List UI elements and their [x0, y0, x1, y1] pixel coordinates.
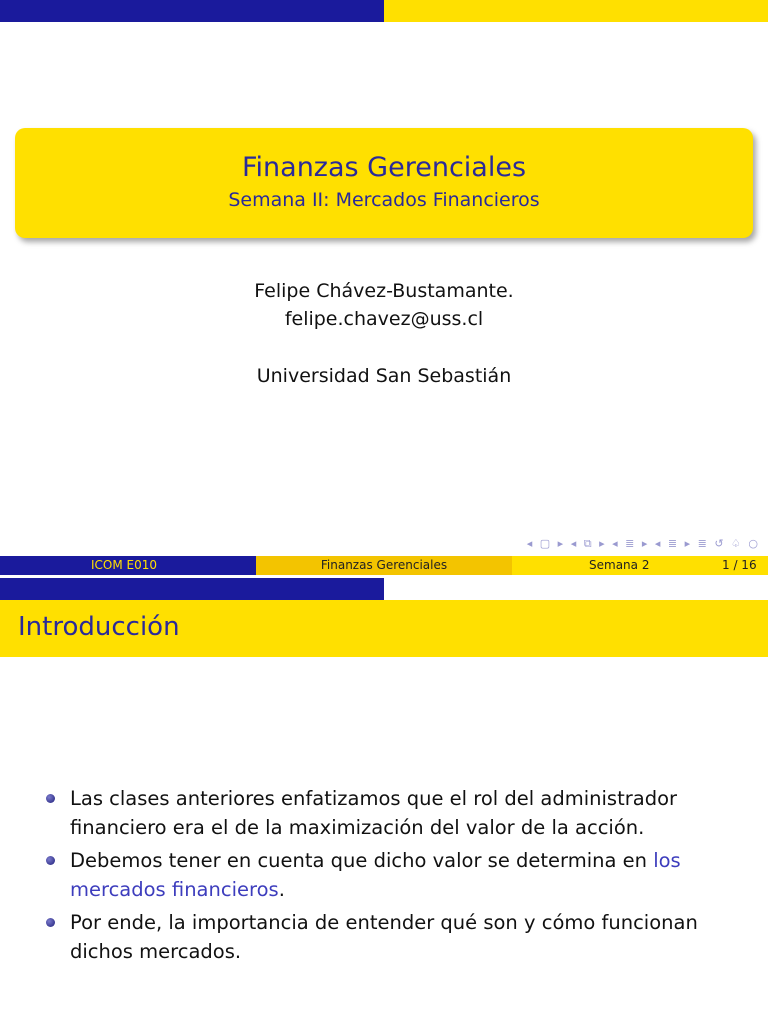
bullet-list [46, 784, 756, 970]
financial-markets-link[interactable]: los mercados financieros [70, 849, 681, 901]
presentation-subtitle: Semana II: Mercados Financieros [228, 189, 540, 211]
nav-subsection-icon[interactable]: ◂ ⧉ ▸ [570, 537, 607, 550]
intro-slide [0, 578, 768, 1024]
institution: Universidad San Sebastián [256, 365, 512, 387]
author-name: Felipe Chávez-Bustamante. [254, 280, 514, 302]
list-item: Debemos tener en cuenta que dicho valor se determina en los mercados financieros. [46, 846, 756, 904]
bullet-icon [46, 794, 55, 803]
beamer-navigation[interactable] [527, 537, 760, 551]
bullet-icon [46, 856, 55, 865]
top-bar-navy [0, 578, 384, 600]
list-item: Por ende, la importancia de entender qué son y cómo funcionan dichos mercados. [46, 908, 756, 966]
top-bar-yellow [384, 0, 768, 22]
nav-frame-icon[interactable]: ◂ ▢ ▸ [526, 537, 566, 550]
slide-footer [0, 556, 768, 575]
footer-week-page [512, 556, 768, 575]
title-box [15, 128, 753, 238]
footer-week: Semana 2 [589, 558, 650, 572]
nav-section-icon[interactable]: ◂ ≣ ▸ [612, 537, 650, 550]
nav-search-icon[interactable]: ↺ ♤ ○ [714, 537, 760, 550]
author-email: felipe.chavez@uss.cl [284, 308, 484, 330]
top-bar-navy [0, 0, 384, 22]
frame-title-bar [0, 600, 768, 657]
list-item: Las clases anteriores enfatizamos que el rol del administrador financiero era el de la maximización del valor de la acción. [46, 784, 756, 842]
footer-course: ICOM E010 [0, 556, 256, 575]
frame-title: Introducción [18, 612, 180, 642]
presentation-title: Finanzas Gerenciales [241, 152, 527, 183]
footer-title: Finanzas Gerenciales [256, 556, 512, 575]
nav-back-forward-icon[interactable]: ◂ ≣ ▸ ≣ [654, 537, 709, 550]
top-bar-white [384, 578, 768, 600]
footer-page: 1 / 16 [722, 558, 757, 572]
bullet-icon [46, 918, 55, 927]
